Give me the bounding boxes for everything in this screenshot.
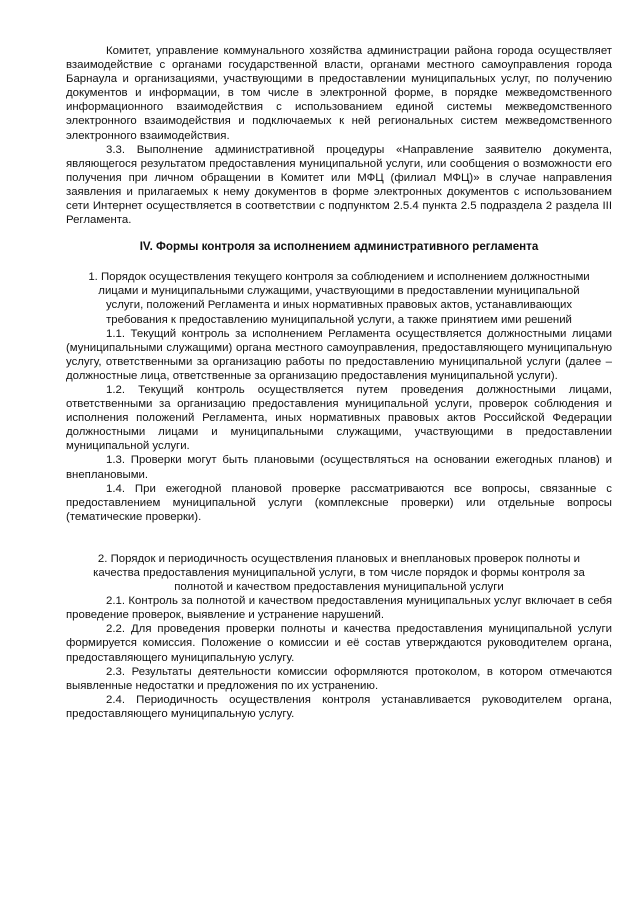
subsection-2-heading: 2. Порядок и периодичность осуществления плановых и внеплановых проверок полноты и качества предоставления муниципальной услуги, в том числе порядок и формы контроля за полнотой и качеством предоставления муниципальной услуги <box>93 552 585 594</box>
paragraph-1-3: 1.3. Проверки могут быть плановыми (осуществляться на основании ежегодных планов) и внеплановыми. <box>66 454 612 481</box>
document-page <box>66 44 612 721</box>
paragraph-2-3: 2.3. Результаты деятельности комиссии оформляются протоколом, в котором отмечаются выявленные недостатки и предложения по их устранению. <box>66 665 612 692</box>
paragraph-2-2: 2.2. Для проведения проверки полноты и качества предоставления муниципальной услуги формируется комиссия. Положение о комиссии и её состав утверждаются руководителем органа, предоставляющего муниципальную услугу. <box>66 623 612 664</box>
paragraph-3-3: 3.3. Выполнение административной процедуры «Направление заявителю документа, являющегося результатом предоставления муниципальной услуги, или сообщения о возможности его получения при личном обращении в Комитет или МФЦ (филиал МФЦ)» в случае направления заявления и прилагаемых к нему документов в форме электронных документов с использованием сети Интернет осуществляется в соответствии с подпунктом 2.5.4 пункта 2.5 подраздела 2 раздела III Регламента. <box>66 143 612 227</box>
paragraph-1-1: 1.1. Текущий контроль за исполнением Регламента осуществляется должностными лицами (муниципальными служащими) органа местного самоуправления, предоставляющего муниципальную услугу, ответственными за организацию работы по предоставлению муниципальной услуги (далее – должностные лица, ответственные за организацию предоставления муниципальной услуги). <box>66 327 612 382</box>
section-heading: IV. Формы контроля за исполнением административного регламента <box>139 240 539 254</box>
paragraph-2-1: 2.1. Контроль за полнотой и качеством предоставления муниципальных услуг включает в себя проведение проверок, выявление и устранение нарушений. <box>66 595 612 622</box>
paragraph-2-4: 2.4. Периодичность осуществления контроля устанавливается руководителем органа, предоставляющего муниципальную услугу. <box>66 693 612 720</box>
paragraph-1-4: 1.4. При ежегодной плановой проверке рассматриваются все вопросы, связанные с предоставлением муниципальной услуги (комплексные проверки) или отдельные вопросы (тематические проверки). <box>66 482 612 523</box>
paragraph-interaction: Комитет, управление коммунального хозяйства администрации района города осуществляет взаимодействие с органами государственной власти, органами местного самоуправления города Барнаула и организациями, участвующими в предоставлении муниципальных услуг, по получению документов и информации, в том числе в электронной форме, в порядке межведомственного информационного взаимодействия с использованием единой системы межведомственного электронного взаимодействия и подключаемых к ней региональных систем межведомственного электронного взаимодействия. <box>66 45 612 142</box>
paragraph-1-2: 1.2. Текущий контроль осуществляется путем проведения должностными лицами, ответственными за организацию предоставления муниципальной услуги, проверок соблюдения и исполнения положений Регламента, иных нормативных правовых актов Российской Федерации должностными лицами и муниципальными служащими, участвующими в предоставлении муниципальной услуги. <box>66 383 612 453</box>
spacer <box>66 524 612 552</box>
subsection-1-heading: 1. Порядок осуществления текущего контроля за соблюдением и исполнением должностными лицами и муниципальными служащими, участвующими в предоставлении муниципальной услуги, положений Регламента и иных нормативных правовых актов, устанавливающих требования к предоставлению муниципальной услуги, а также принятием ими решений <box>88 271 590 326</box>
